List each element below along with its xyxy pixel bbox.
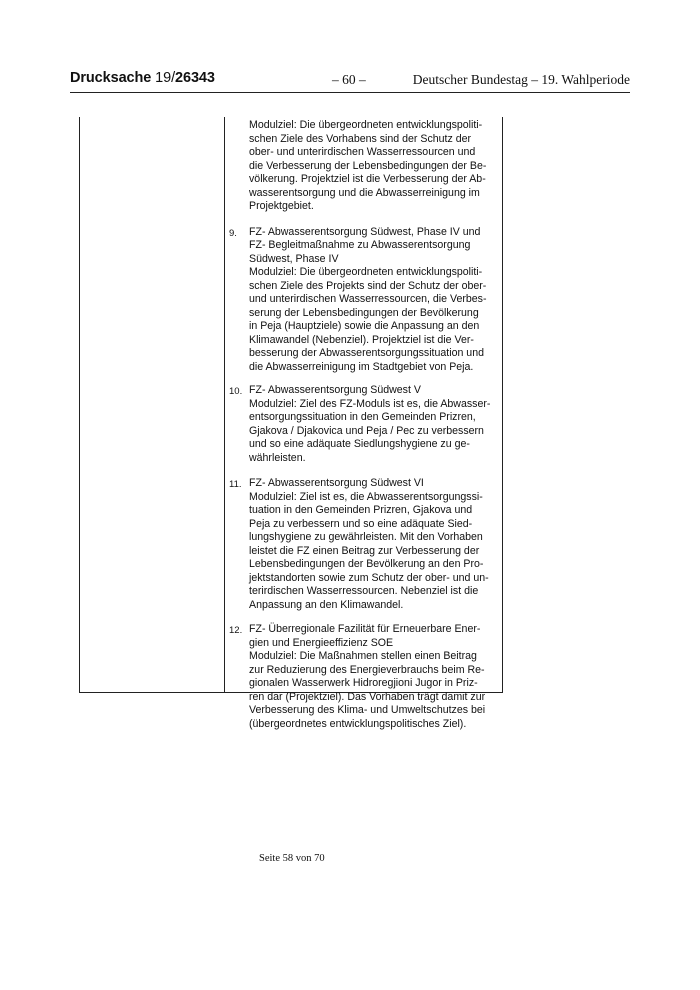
intro-paragraph bbox=[229, 119, 499, 214]
text-line: FZ- Abwasserentsorgung Südwest V bbox=[249, 384, 421, 396]
list-item-number: 11. bbox=[229, 479, 242, 490]
doc-prefix: Drucksache bbox=[70, 70, 156, 86]
text-line: die Abwasserreinigung im Stadtgebiet von Peja. bbox=[249, 360, 474, 373]
text-line: lungshygiene zu gewährleisten. Mit den Vorhaben bbox=[249, 531, 483, 543]
text-line: gien und Energieeffizienz SOE bbox=[249, 636, 394, 649]
table-column-divider bbox=[224, 117, 225, 693]
text-line: und unterirdischen Wasserressourcen, die Verbes- bbox=[249, 293, 487, 305]
text-line: jektstandorten sowie zum Schutz der ober- und un- bbox=[249, 571, 489, 584]
text-line: in Peja (Hauptziele) sowie die Anpassung an den bbox=[249, 320, 480, 332]
text-line: tuation in den Gemeinden Prizren, Gjakova und bbox=[249, 504, 473, 516]
text-line: Modulziel: Die übergeordneten entwicklungspoliti- bbox=[249, 119, 483, 131]
text-line: Peja zu verbessern und so eine adäquate Sied- bbox=[249, 517, 473, 530]
text-line: leistet die FZ einen Beitrag zur Verbesserung der bbox=[249, 544, 480, 557]
text-line: Anpassung an den Klimawandel. bbox=[249, 598, 404, 611]
list-item-9 bbox=[229, 226, 499, 375]
legislative-period: Deutscher Bundestag – 19. Wahlperiode bbox=[412, 72, 630, 87]
text-line: entsorgungssituation in den Gemeinden Prizren, bbox=[249, 411, 476, 423]
text-line: (übergeordnetes entwicklungspolitisches Ziel). bbox=[249, 717, 467, 730]
text-line: währleisten. bbox=[249, 451, 306, 464]
list-item-number: 12. bbox=[229, 625, 243, 636]
text-line: Modulziel: Die Maßnahmen stellen einen Beitrag bbox=[249, 650, 477, 662]
text-line: FZ- Überregionale Fazilität für Erneuerbare Ener- bbox=[249, 623, 481, 635]
doc-number-id: 26343 bbox=[175, 70, 215, 86]
text-line: schen Ziele des Vorhabens sind der Schutz der bbox=[249, 132, 472, 145]
header-divider bbox=[70, 92, 630, 93]
table-cell-content bbox=[229, 119, 499, 731]
text-line: wasserentsorgung und die Abwasserreinigung im bbox=[249, 186, 480, 199]
list-item-11 bbox=[229, 477, 499, 612]
doc-number-series: 19/ bbox=[155, 70, 176, 86]
list-item-12 bbox=[229, 623, 499, 731]
text-line: Modulziel: Ziel des FZ-Moduls ist es, die Abwasser- bbox=[249, 397, 491, 410]
text-line: ren dar (Projektziel). Das Vorhaben trägt damit zur bbox=[249, 690, 486, 703]
page-header bbox=[70, 70, 630, 94]
list-item-number: 9. bbox=[229, 227, 237, 239]
text-line: zur Reduzierung des Energieverbrauchs beim Re- bbox=[249, 663, 485, 676]
text-line: terirdischen Wasserressourcen. Nebenziel ist die bbox=[249, 585, 479, 597]
document-number bbox=[70, 70, 215, 86]
text-line: Lebensbedingungen der Bevölkerung an den Pro- bbox=[249, 558, 484, 570]
text-line: Verbesserung des Klima- und Umweltschutzes bei bbox=[249, 704, 486, 716]
text-line: FZ- Begleitmaßnahme zu Abwasserentsorgung bbox=[249, 239, 471, 251]
text-line: ober- und unterirdischen Wasserressourcen und bbox=[249, 146, 476, 158]
text-line: serung der Lebensbedingungen der Bevölkerung bbox=[249, 306, 479, 319]
text-line: Modulziel: Ziel ist es, die Abwasserentsorgungssi- bbox=[249, 490, 483, 503]
page-number: – 60 – bbox=[332, 72, 366, 87]
text-line: besserung der Abwasserentsorgungssituation und bbox=[249, 347, 484, 359]
text-line: Modulziel: Die übergeordneten entwicklungspoliti- bbox=[249, 266, 483, 278]
text-line: FZ- Abwasserentsorgung Südwest VI bbox=[249, 477, 424, 489]
text-line: und so eine adäquate Siedlungshygiene zu ge- bbox=[249, 438, 470, 450]
text-line: die Verbesserung der Lebensbedingungen der Be- bbox=[249, 159, 487, 172]
text-line: völkerung. Projektziel ist die Verbesserung der Ab- bbox=[249, 173, 486, 185]
text-line: schen Ziele des Projekts sind der Schutz der ober- bbox=[249, 279, 487, 292]
list-item-10 bbox=[229, 384, 499, 465]
text-line: Gjakova / Djakovica und Peja / Pec zu verbessern bbox=[249, 424, 484, 437]
list-item-number: 10. bbox=[229, 386, 243, 397]
page-footer: Seite 58 von 70 bbox=[259, 853, 325, 864]
text-line: Klimawandel (Nebenziel). Projektziel ist die Ver- bbox=[249, 333, 474, 346]
text-line: gionalen Wasserwerk Hidroregjioni Jugor in Priz- bbox=[249, 677, 478, 689]
text-line: Projektgebiet. bbox=[249, 200, 314, 212]
text-line: Südwest, Phase IV bbox=[249, 252, 339, 265]
text-line: FZ- Abwasserentsorgung Südwest, Phase IV und bbox=[249, 225, 481, 238]
